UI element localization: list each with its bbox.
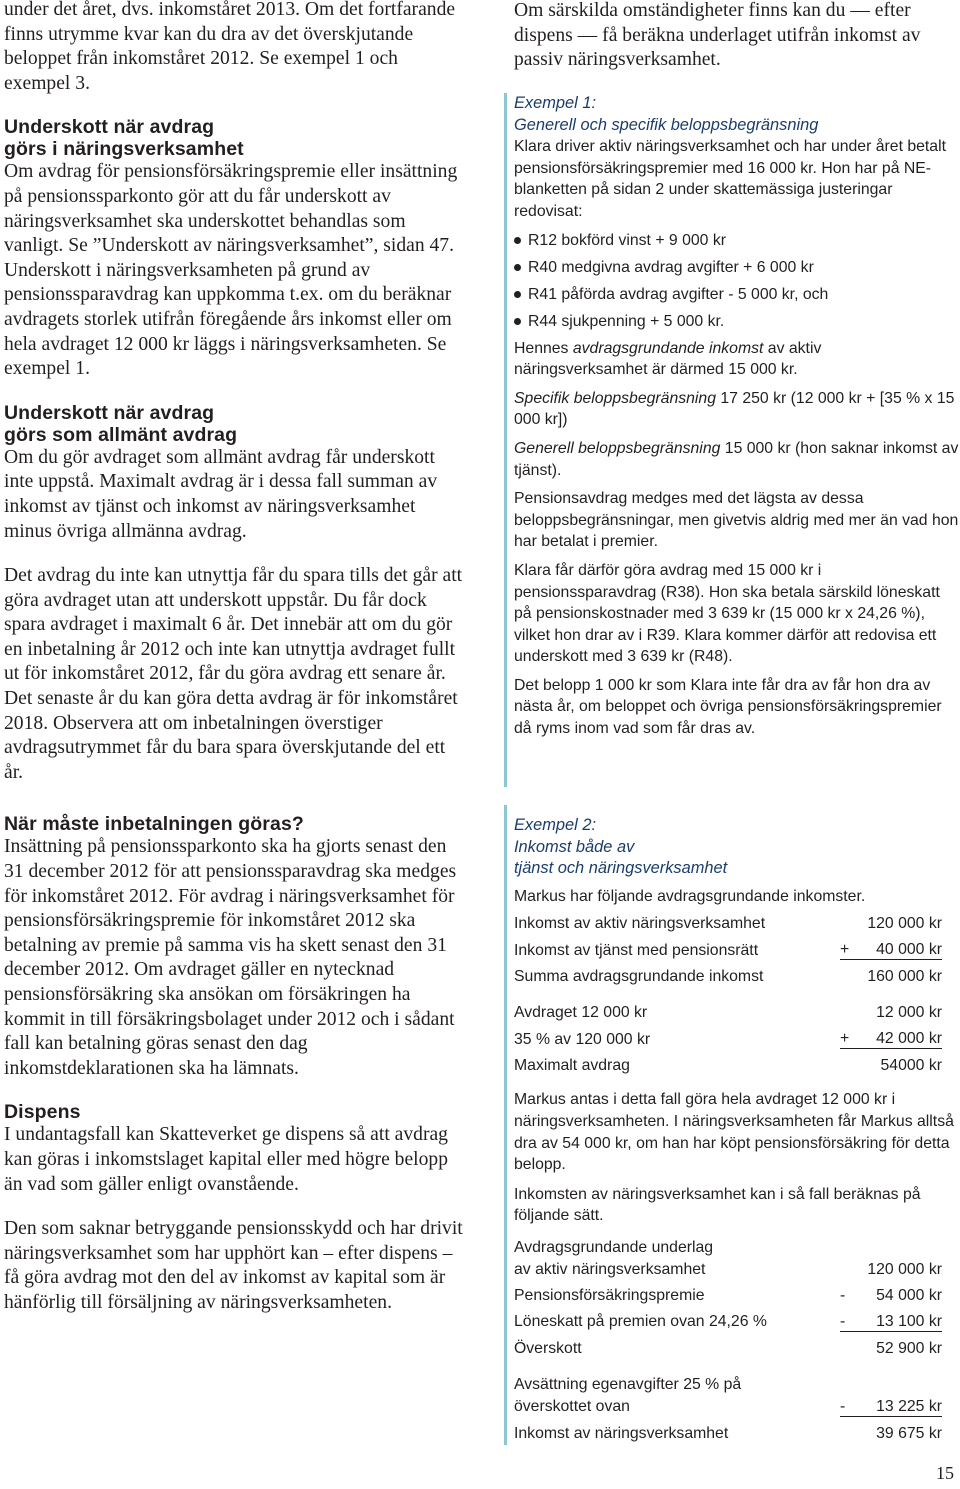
example-title-line: Inkomst både av bbox=[514, 837, 635, 856]
heading-line: görs i näringsverksamhet bbox=[4, 138, 244, 161]
table-row bbox=[514, 907, 942, 933]
dispens-intro-paragraph: Om särskilda omständigheter finns kan du — efter dispens — få beräkna underlaget utifrån inkomst av passiv näringsverksamhet. bbox=[514, 0, 921, 71]
row-operator: - bbox=[840, 1394, 860, 1417]
example-title-line: Exempel 1: bbox=[514, 94, 596, 112]
example-paragraph bbox=[514, 388, 959, 431]
deduction-table bbox=[514, 996, 942, 1075]
row-label: Inkomst av tjänst med pensionsrätt bbox=[514, 941, 759, 959]
table-row bbox=[514, 1368, 942, 1394]
heading-underskott-allmant-avdrag bbox=[4, 402, 464, 446]
row-operator bbox=[840, 1331, 860, 1358]
intro-paragraph: under det året, dvs. inkomståret 2013. Om det fortfarande finns utrymme kvar kan du dra av det överskjutande beloppet från inkomståret 2012. Se exempel 1 och exempel 3. bbox=[4, 0, 456, 94]
row-amount bbox=[860, 1231, 942, 1257]
example-title-line: Generell och specifik beloppsbegränsning bbox=[514, 115, 819, 134]
example-paragraph: Det belopp 1 000 kr som Klara inte får dra av får hon dra av nästa år, om beloppet och övriga pensionsförsäkringspremier då ryms inom vad som får dras av. bbox=[514, 676, 942, 738]
table-row bbox=[514, 1049, 942, 1076]
row-amount: 39 675 kr bbox=[876, 1424, 942, 1442]
page-number: 15 bbox=[936, 1463, 954, 1483]
row-operator bbox=[840, 1257, 860, 1279]
row-operator bbox=[840, 1049, 860, 1076]
example-paragraph bbox=[514, 338, 959, 381]
heading-underskott-naringsverksamhet bbox=[4, 116, 464, 160]
example-2-box bbox=[504, 805, 959, 1445]
table-row bbox=[514, 933, 942, 960]
text-fragment: av aktiv näringsverksamhet är därmed 15 000 kr. bbox=[514, 339, 822, 379]
table-row bbox=[514, 1279, 942, 1305]
row-amount: 40 000 kr bbox=[860, 933, 942, 960]
heading-line: görs som allmänt avdrag bbox=[4, 423, 238, 446]
row-amount: 54000 kr bbox=[880, 1057, 942, 1075]
right-column bbox=[514, 0, 944, 73]
example-paragraph bbox=[514, 438, 959, 481]
example-paragraph: Markus antas i detta fall göra hela avdraget 12 000 kr i näringsverksamheten. I näringsverksamheten får Markus alltså dra av 54 000 kr, om han har köpt pensionsförsäkring för detta belopp. bbox=[514, 1091, 954, 1174]
example-paragraph: Klara driver aktiv näringsverksamhet och har under året betalt pensionsförsäkringspremier med 16 000 kr. Hon har på NE-blanketten på sidan 2 under skattemässiga justeringar redovisat: bbox=[514, 138, 946, 220]
business-income-table bbox=[514, 1231, 942, 1358]
heading-line: Underskott när avdrag bbox=[4, 401, 215, 424]
list-item: R41 påförda avdrag avgifter - 5 000 kr, och bbox=[514, 284, 959, 305]
table-row bbox=[514, 1416, 942, 1443]
row-label: Avdraget 12 000 kr bbox=[514, 1004, 648, 1022]
row-label: Inkomst av aktiv näringsverksamhet bbox=[514, 915, 766, 933]
row-label: 35 % av 120 000 kr bbox=[514, 1030, 651, 1048]
text-fragment: Hennes bbox=[514, 339, 573, 357]
row-label: Överskott bbox=[514, 1339, 582, 1357]
row-operator bbox=[840, 1416, 860, 1443]
table-row bbox=[514, 1394, 942, 1417]
left-column bbox=[4, 0, 464, 1336]
text-fragment: 15 000 kr (hon saknar inkomst av tjänst). bbox=[514, 439, 959, 479]
row-operator bbox=[840, 1231, 860, 1257]
row-label: Avdragsgrundande underlag bbox=[514, 1238, 714, 1256]
paragraph: I undantagsfall kan Skatteverket ge dispens så att avdrag kan göras i inkomstslaget kapital eller med högre belopp än vad som gäller enligt ovanstående. bbox=[4, 1124, 449, 1195]
row-operator bbox=[840, 960, 860, 987]
table-row bbox=[514, 1257, 942, 1279]
row-amount: 13 225 kr bbox=[860, 1394, 942, 1417]
table-row bbox=[514, 1331, 942, 1358]
net-income-table bbox=[514, 1368, 942, 1443]
text-fragment: Specifik beloppsbegränsning bbox=[514, 389, 716, 407]
heading-inbetalning: När måste inbetalningen göras? bbox=[4, 813, 304, 836]
row-amount: 52 900 kr bbox=[876, 1339, 942, 1357]
row-operator: + bbox=[840, 1022, 860, 1049]
text-fragment: Generell beloppsbegränsning bbox=[514, 439, 721, 457]
income-table bbox=[514, 907, 942, 986]
adjustment-list bbox=[514, 230, 959, 332]
text-fragment: avdragsgrundande inkomst bbox=[572, 339, 764, 357]
paragraph: Om du gör avdraget som allmänt avdrag får underskott inte uppstå. Maximalt avdrag är i dessa fall summan av inkomst av tjänst och inkomst av näringsverksamhet minus övriga allmänna avdrag. bbox=[4, 446, 438, 542]
heading-line: Underskott när avdrag bbox=[4, 116, 215, 139]
text-fragment: 17 250 kr (12 000 kr + [35 % x 15 000 kr]) bbox=[514, 389, 955, 429]
paragraph: Insättning på pensionssparkonto ska ha gjorts senast den 31 december 2012 för att pensionssparavdrag ska medges för inkomståret 2012. För avdrag i näringsverksamhet för pensionsförsäkringspremie för inkomståret 2012 ska betalning av premie på samma vis ha skett senast den 31 december 2012. Om avdraget gäller en nytecknad pensionsförsäkring ska ansökan om försäkringen ha kommit in till försäkringsbolaget under 2012 och i sådant fall kan betalning göras senast den dag inkomstdeklarationen ska ha lämnats. bbox=[4, 836, 457, 1079]
row-operator: + bbox=[840, 933, 860, 960]
row-label: Inkomst av näringsverksamhet bbox=[514, 1424, 729, 1442]
heading-dispens: Dispens bbox=[4, 1101, 81, 1124]
row-amount: 120 000 kr bbox=[867, 1260, 942, 1278]
row-label: av aktiv näringsverksamhet bbox=[514, 1260, 706, 1278]
row-operator: - bbox=[840, 1305, 860, 1332]
row-amount: 54 000 kr bbox=[876, 1286, 942, 1304]
row-operator: - bbox=[840, 1286, 846, 1304]
example-1-box bbox=[504, 93, 959, 787]
row-operator bbox=[840, 907, 860, 933]
row-amount: 42 000 kr bbox=[860, 1022, 942, 1049]
table-row bbox=[514, 1022, 942, 1049]
row-label: Pensionsförsäkringspremie bbox=[514, 1286, 705, 1304]
list-item: R12 bokförd vinst + 9 000 kr bbox=[514, 230, 959, 251]
row-label: Avsättning egenavgifter 25 % på bbox=[514, 1375, 742, 1393]
row-label: överskottet ovan bbox=[514, 1398, 630, 1416]
row-operator bbox=[840, 996, 860, 1022]
list-item: R40 medgivna avdrag avgifter + 6 000 kr bbox=[514, 257, 959, 278]
paragraph: Det avdrag du inte kan utnyttja får du spara tills det går att göra avdraget utan att underskott uppstår. Du får dock spara avdraget i maximalt 6 år. Det innebär att om du gör en inbetalning år 2012 och inte kan utnyttja avdraget fullt ut för inkomståret 2012, får du göra avdrag ett senare år. Det senaste år du kan göra detta avdrag är för inkomståret 2018. Observera att om inbetalningen överstiger avdragsutrymmet får du bara spara överskjutande del ett år. bbox=[4, 565, 463, 783]
example-1-title bbox=[514, 93, 959, 136]
row-amount: 160 000 kr bbox=[867, 968, 942, 986]
row-label: Maximalt avdrag bbox=[514, 1057, 630, 1075]
example-paragraph: Inkomsten av näringsverksamhet kan i så fall beräknas på följande sätt. bbox=[514, 1185, 921, 1225]
example-2-title bbox=[514, 815, 959, 880]
paragraph: Den som saknar betryggande pensionsskydd och har drivit näringsverksamhet som har upphört kan – efter dispens – få göra avdrag mot den del av inkomst av kapital som är hänförlig till försäljning av näringsverksamheten. bbox=[4, 1218, 463, 1313]
row-amount: 120 000 kr bbox=[867, 915, 942, 933]
example-paragraph: Pensionsavdrag medges med det lägsta av dessa beloppsbegränsningar, men givetvis aldrig med mer än vad hon har betalat i premier. bbox=[514, 490, 959, 551]
row-label: Summa avdragsgrundande inkomst bbox=[514, 968, 764, 986]
paragraph: Om avdrag för pensionsförsäkringspremie eller insättning på pensionssparkonto gör att du får underskott av näringsverksamhet ska underskottet behandlas som vanligt. Se ”Underskott av näringsverksamhet”, sidan 47. Underskott i näringsverksamheten på grund av pensionssparavdrag kan uppkomma t.ex. om du beräknar avdragets storlek utifrån föregående års inkomst eller om hela avdraget 12 000 kr läggs i näringsverksamheten. Se exempel 1. bbox=[4, 161, 458, 380]
row-amount: 13 100 kr bbox=[860, 1305, 942, 1332]
example-paragraph: Klara får därför göra avdrag med 15 000 kr i pensionssparavdrag (R38). Hon ska betala särskild löneskatt på pensionskostnader med 3 639 kr (15 000 kr x 24,26 %), vilket hon drar av i R39. Klara kommer därför att redovisa ett underskott med 3 639 kr (R48). bbox=[514, 561, 940, 666]
table-row bbox=[514, 1305, 942, 1332]
row-amount bbox=[860, 1368, 942, 1394]
row-operator bbox=[840, 1368, 860, 1394]
example-title-line: Exempel 2: bbox=[514, 816, 596, 834]
row-label: Löneskatt på premien ovan 24,26 % bbox=[514, 1313, 767, 1331]
table-row bbox=[514, 1231, 942, 1257]
table-row bbox=[514, 996, 942, 1022]
example-title-line: tjänst och näringsverksamhet bbox=[514, 859, 728, 878]
table-row bbox=[514, 960, 942, 987]
list-item: R44 sjukpenning + 5 000 kr. bbox=[514, 311, 959, 332]
row-amount: 12 000 kr bbox=[876, 1004, 942, 1022]
example-paragraph: Markus har följande avdragsgrundande inkomster. bbox=[514, 887, 866, 905]
